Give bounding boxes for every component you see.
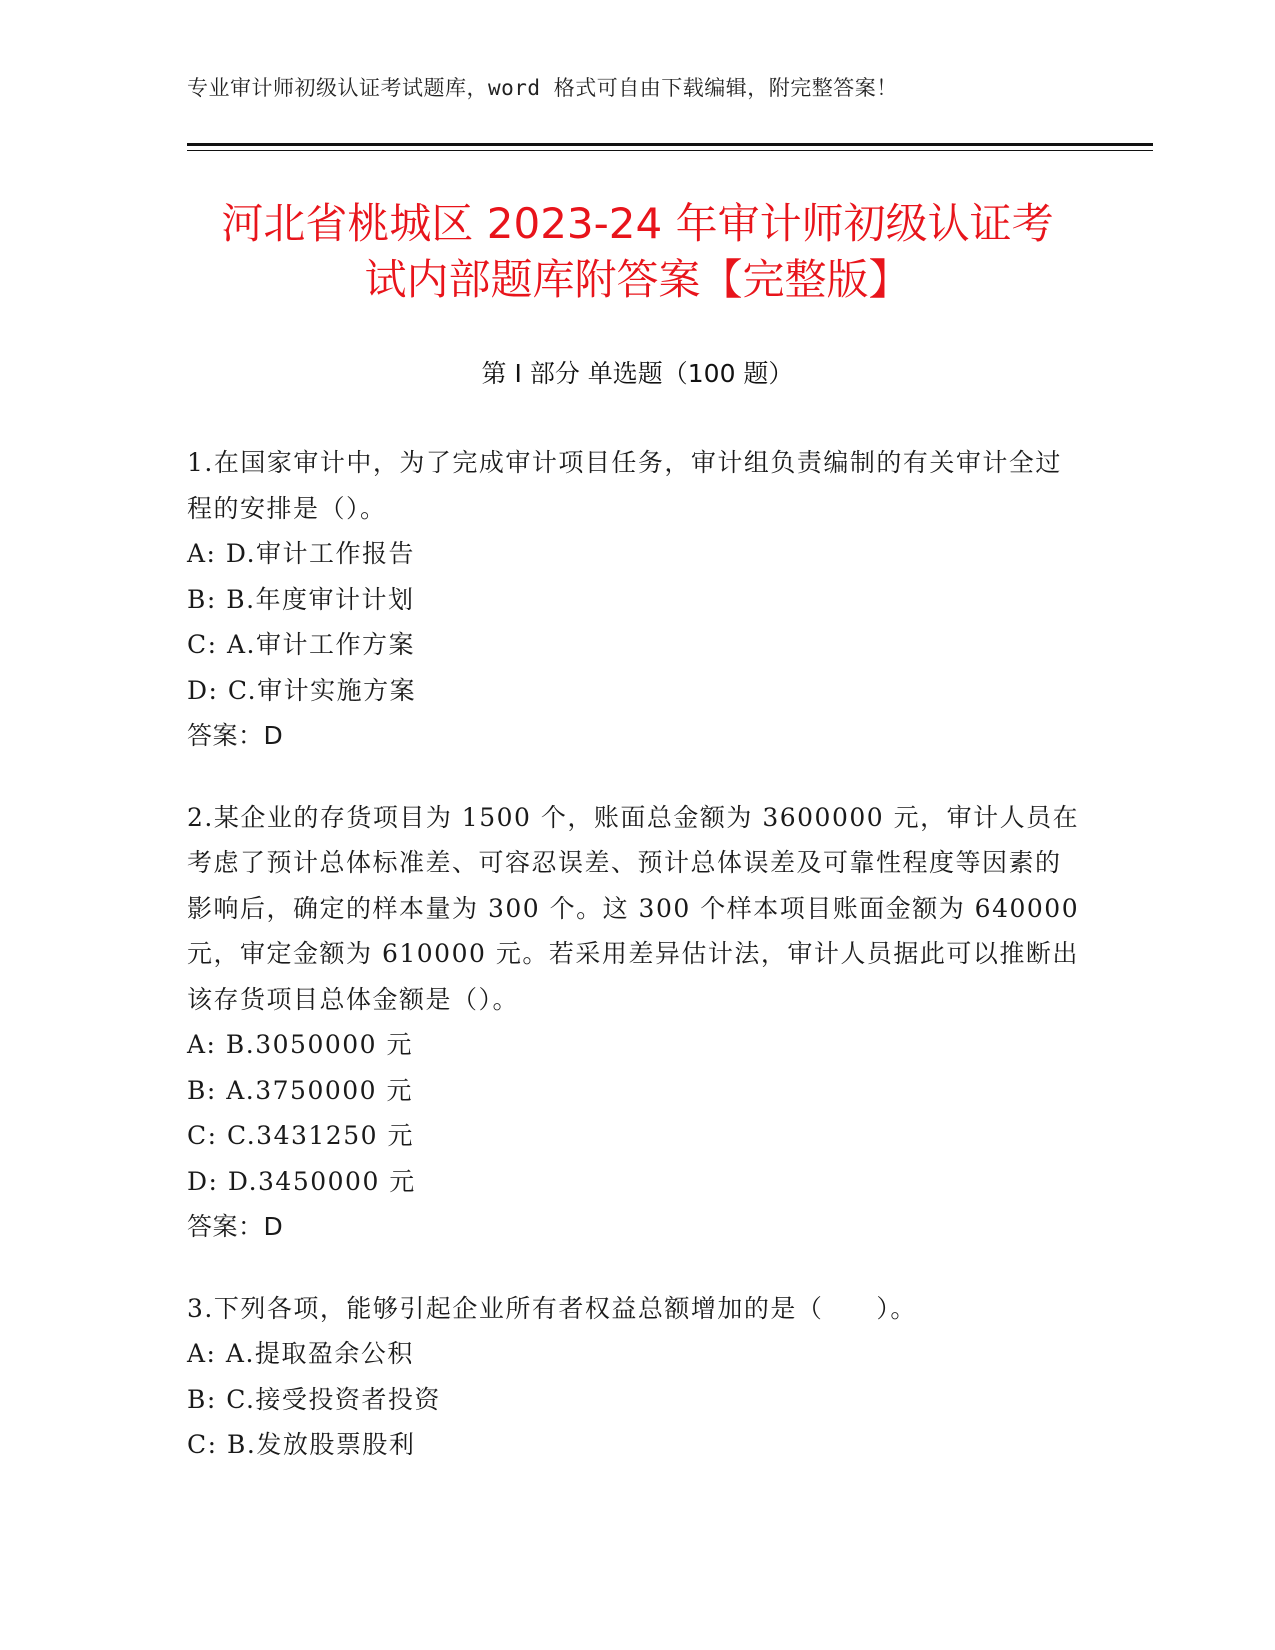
option-c: C: C.3431250 元 <box>187 1121 414 1150</box>
answer-line: 答案：D <box>187 1212 284 1241</box>
option-a: A: A.提取盈余公积 <box>187 1339 414 1368</box>
question-stem: 3.下列各项，能够引起企业所有者权益总额增加的是（ ）。 <box>187 1293 917 1323</box>
question-2 <box>187 795 1087 1250</box>
header-rule-thin <box>187 150 1153 151</box>
option-c: C: B.发放股票股利 <box>187 1430 416 1459</box>
option-d: D: C.审计实施方案 <box>187 675 417 705</box>
section-heading: 第 I 部分 单选题（100 题） <box>481 359 794 388</box>
document-title <box>150 196 1125 308</box>
option-a: A: B.3050000 元 <box>187 1030 414 1059</box>
option-a: A: D.审计工作报告 <box>187 539 416 568</box>
question-list <box>187 440 1087 1504</box>
document-title-line-2: 试内部题库附答案【完整版】 <box>364 255 911 304</box>
document-title-line-1: 河北省桃城区 2023-24 年审计师初级认证考 <box>221 199 1054 248</box>
question-stem: 2.某企业的存货项目为 1500 个，账面总金额为 3600000 元，审计人员在考虑了预计总体标准差、可容忍误差、预计总体误差及可靠性程度等因素的影响后，确定的样本量为 300 个。这 300 个样本项目账面金额为 640000 元，审定金额为 610000 元。若采用差异估计法，审计人员据此可以推断出该存货项目总体金额是（）。 <box>187 802 1080 1014</box>
question-1 <box>187 440 1087 759</box>
question-stem: 1.在国家审计中，为了完成审计项目任务，审计组负责编制的有关审计全过程的安排是（）。 <box>187 448 1062 523</box>
option-d: D: D.3450000 元 <box>187 1166 416 1196</box>
header-rule-thick <box>187 143 1153 146</box>
option-b: B: A.3750000 元 <box>187 1075 414 1105</box>
option-c: C: A.审计工作方案 <box>187 630 415 659</box>
option-b: B: B.年度审计计划 <box>187 584 415 614</box>
header-note: 专业审计师初级认证考试题库，word 格式可自由下载编辑，附完整答案！ <box>187 76 898 100</box>
answer-line: 答案：D <box>187 721 284 750</box>
question-3 <box>187 1286 1087 1468</box>
option-b: B: C.接受投资者投资 <box>187 1384 441 1414</box>
